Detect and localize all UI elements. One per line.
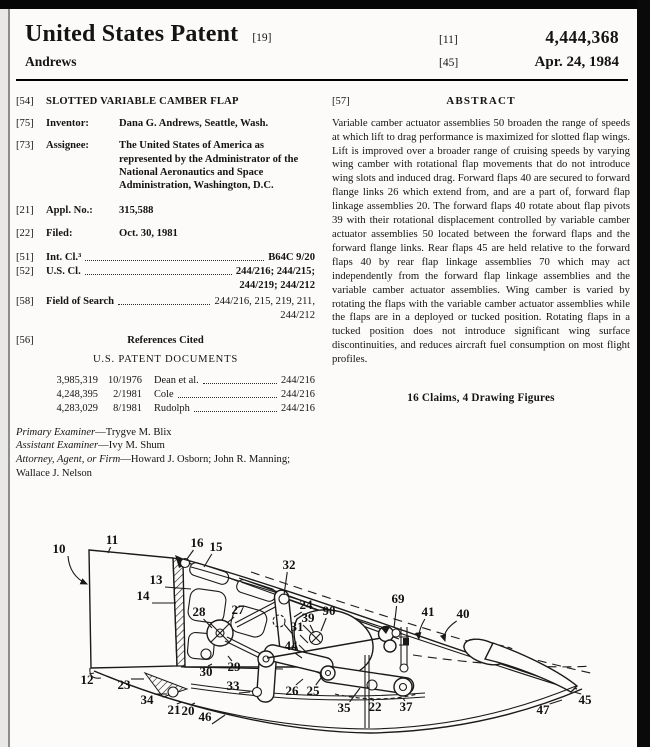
dotted-leader: [194, 411, 277, 412]
kind-code-tag: [19]: [252, 32, 272, 44]
svg-text:23: 23: [117, 677, 131, 692]
svg-text:16: 16: [190, 535, 204, 550]
field-us-cl-tag: [52]: [16, 266, 34, 278]
dotted-leader: [85, 274, 232, 275]
assistant-examiner-line: [16, 439, 315, 453]
svg-text:10: 10: [52, 541, 66, 556]
svg-text:13: 13: [149, 572, 163, 587]
patent-number: 4,444,368: [545, 27, 619, 47]
svg-text:39: 39: [301, 610, 315, 625]
ref-number: 3,985,319: [56, 374, 98, 386]
ref-date: 2/1981: [113, 388, 142, 400]
svg-text:12: 12: [80, 672, 94, 687]
attorney-line: [16, 453, 315, 481]
svg-text:25: 25: [306, 683, 320, 698]
field-search: [16, 295, 315, 308]
references-tag: [56]: [16, 335, 34, 347]
primary-examiner-line: [16, 426, 315, 440]
patent-figure: [15, 487, 635, 747]
field-filed-tag: [22]: [16, 227, 34, 239]
svg-text:27: 27: [231, 602, 245, 617]
inventor-surname: Andrews: [25, 54, 77, 69]
svg-text:30: 30: [199, 664, 213, 679]
svg-text:46: 46: [198, 709, 212, 724]
svg-text:11: 11: [105, 532, 119, 547]
svg-text:31: 31: [290, 619, 304, 634]
svg-text:47: 47: [536, 702, 550, 717]
field-appl-label: Appl. No.:: [46, 205, 93, 217]
issue-date: Apr. 24, 1984: [534, 54, 619, 70]
left-column: [16, 95, 315, 481]
patent-header-right: [439, 27, 619, 77]
examiner-label: Attorney, Agent, or Firm: [16, 454, 121, 466]
ref-name: Cole: [154, 388, 174, 400]
field-int-cl-label: Int. Cl.³: [46, 251, 82, 263]
ref-class: 244/216: [280, 402, 315, 414]
ref-date: 10/1976: [107, 374, 142, 386]
patent-number-tag: [11]: [439, 34, 458, 46]
svg-text:21: 21: [167, 702, 181, 717]
field-int-cl-tag: [51]: [16, 251, 34, 263]
svg-text:32: 32: [282, 557, 296, 572]
issue-date-tag: [45]: [439, 57, 459, 69]
references-subheading: U.S. PATENT DOCUMENTS: [92, 354, 239, 366]
abstract-tag: [57]: [332, 96, 350, 107]
examiner-label: Assistant Examiner: [16, 440, 99, 452]
svg-text:20: 20: [181, 703, 195, 718]
reference-row: [16, 402, 315, 415]
references-section: [16, 334, 315, 347]
svg-text:15: 15: [209, 539, 223, 554]
field-filed: [16, 227, 315, 240]
dotted-leader: [85, 260, 264, 261]
field-inventor-tag: [75]: [16, 118, 34, 130]
field-assignee-label: Assignee:: [46, 140, 89, 152]
scan-top-edge: [0, 0, 650, 9]
svg-text:69: 69: [391, 591, 405, 606]
field-us-cl-value2: 244/219; 244/212: [239, 280, 315, 292]
svg-text:35: 35: [337, 700, 351, 715]
field-filed-value: Oct. 30, 1981: [119, 227, 178, 239]
field-int-cl: [16, 251, 315, 264]
ref-class: 244/216: [280, 388, 315, 400]
svg-text:29: 29: [227, 659, 241, 674]
field-appl-value: 315,588: [119, 205, 154, 217]
dotted-leader: [178, 397, 277, 398]
ref-date: 8/1981: [113, 402, 142, 414]
field-us-cl-label: U.S. Cl.: [46, 266, 81, 278]
svg-text:45: 45: [578, 692, 592, 707]
dotted-leader: [118, 304, 210, 305]
field-int-cl-value: B64C 9/20: [268, 251, 315, 263]
field-appl-tag: [21]: [16, 205, 34, 217]
examiner-value: —Ivy M. Shum: [98, 440, 165, 452]
ref-number: 4,283,029: [56, 402, 98, 414]
header-rule: [16, 79, 628, 81]
abstract-header: [332, 95, 630, 109]
reference-row: [16, 374, 315, 387]
reference-row: [16, 388, 315, 401]
field-assignee-value: The United States of America as represented by the Administrator of the National Aeronautics and Space Administration, Washington, D.C.: [119, 140, 299, 192]
svg-text:24: 24: [299, 597, 313, 612]
abstract-text: Variable camber actuator assemblies 50 broaden the range of speeds at which lift to drag performance is maximized for slotted flap wings. Lift is improved over a broader range of cruising speeds by varying wing camber with rotational flap movements that do not introduce wing slots and induced drag. Forward flaps 40 are secured to forward flange links 26 which extend from, and are a part of, forward flap linkage assemblies 20. The forward flaps 40 rotate about flap pivots 39 with their rotational displacement controlled by variable camber actuator assemblies 50 located between the forward flaps and the forward flange links. Rear flaps 45 are held relative to the forward flaps 40 by rear flap linkage assemblies 70 which may act independently from the forward flap linkage assemblies and the variable camber actuator assemblies. Wing camber is varied by rotating the flaps with the variable camber actuator assemblies while the flaps are in a deployed or tucked position. Rotating flaps in a tucked position does not introduce significant wing surface discontinuities, and reduces aircraft fuel consumption on most flight profiles.: [332, 116, 630, 366]
svg-text:41: 41: [421, 604, 435, 619]
field-title: [16, 95, 315, 108]
field-search-tag: [58]: [16, 295, 34, 307]
invention-title: SLOTTED VARIABLE CAMBER FLAP: [46, 96, 239, 107]
field-inventor-value: Dana G. Andrews, Seattle, Wash.: [119, 118, 269, 130]
body-columns: [16, 95, 630, 481]
field-title-tag: [54]: [16, 96, 34, 107]
svg-text:40: 40: [456, 606, 470, 621]
svg-text:90: 90: [322, 603, 336, 618]
abstract-heading: ABSTRACT: [446, 95, 516, 107]
field-inventor-label: Inventor:: [46, 118, 89, 130]
right-column: [332, 95, 630, 481]
patent-page: [10, 9, 637, 747]
scan-right-edge: [637, 0, 650, 747]
ref-class: 244/216: [280, 374, 315, 386]
field-assignee: [16, 139, 315, 192]
examiner-label: Primary Examiner: [16, 426, 96, 438]
svg-text:34: 34: [140, 692, 154, 707]
svg-text:14: 14: [136, 588, 150, 603]
dotted-leader: [203, 383, 277, 384]
field-appl-no: [16, 204, 315, 217]
field-us-cl: [16, 265, 315, 278]
claims-line: 16 Claims, 4 Drawing Figures: [407, 392, 555, 405]
ref-name: Rudolph: [154, 402, 190, 414]
ref-name: Dean et al.: [154, 374, 199, 386]
examiner-value: —Howard J. Osborn; John R. Manning; Wallace J. Nelson: [16, 454, 291, 479]
field-filed-label: Filed:: [46, 227, 73, 239]
svg-text:22: 22: [368, 699, 382, 714]
examiners-block: [16, 426, 315, 481]
field-search-label: Field of Search: [46, 295, 115, 307]
field-search-value2: 244/212: [280, 309, 315, 321]
references-heading: References Cited: [127, 335, 204, 347]
examiner-value: —Trygve M. Blix: [95, 426, 172, 438]
flap-mechanism-drawing: [15, 487, 635, 747]
page-title: United States Patent: [25, 21, 239, 47]
field-assignee-tag: [73]: [16, 140, 34, 152]
field-us-cl-value: 244/216; 244/215;: [235, 266, 315, 278]
field-search-value: 244/216, 215, 219, 211,: [214, 295, 315, 307]
svg-text:33: 33: [226, 678, 240, 693]
svg-text:37: 37: [399, 699, 413, 714]
patent-header: [25, 21, 271, 70]
field-inventor: [16, 117, 315, 130]
svg-text:44: 44: [284, 638, 298, 653]
ref-number: 4,248,395: [56, 388, 98, 400]
svg-text:26: 26: [285, 683, 299, 698]
svg-text:28: 28: [192, 604, 206, 619]
